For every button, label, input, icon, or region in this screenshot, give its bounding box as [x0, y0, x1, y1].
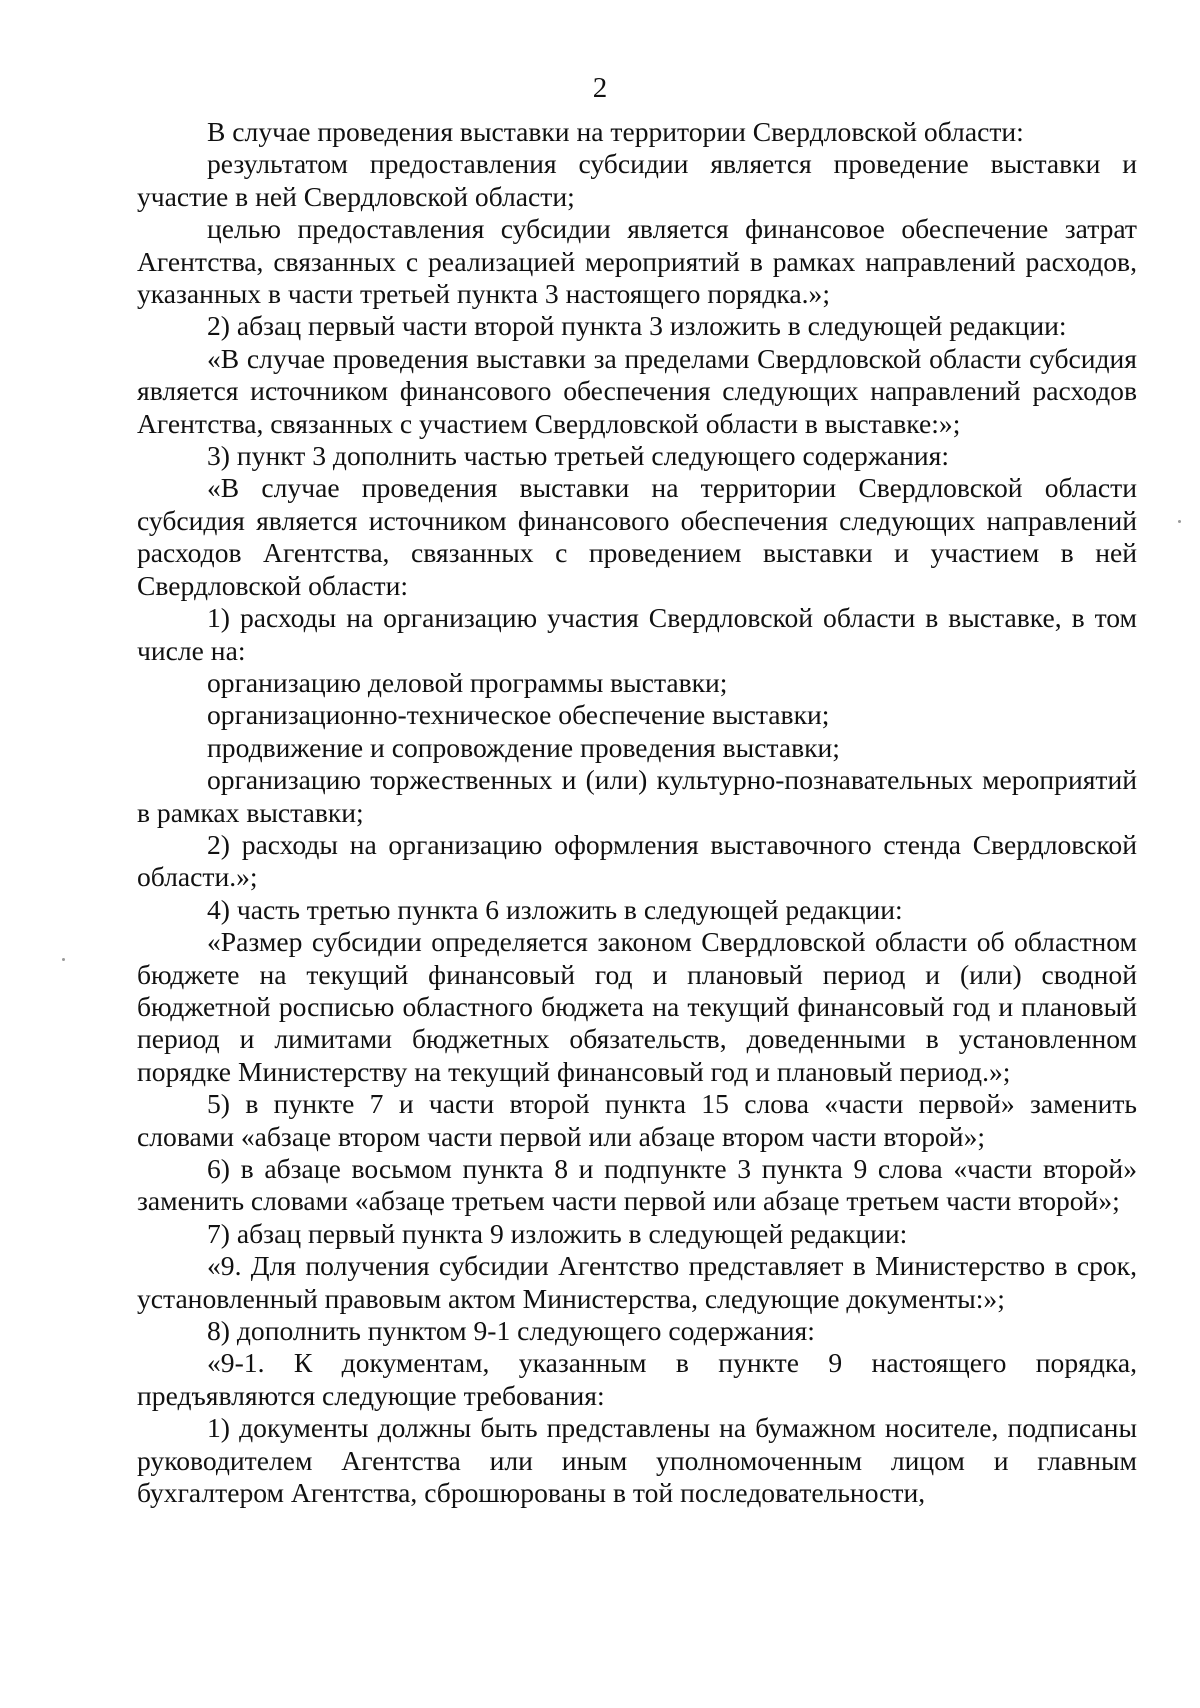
paragraph: организационно-техническое обеспечение выставки; — [207, 699, 830, 731]
document-body — [137, 116, 1137, 1509]
page-number: 2 — [592, 72, 608, 104]
paragraph: 3) пункт 3 дополнить частью третьей следующего содержания: — [207, 440, 950, 472]
paragraph: организацию торжественных и (или) культурно-познавательных мероприятий в рамках выставки; — [137, 764, 1137, 828]
paragraph: целью предоставления субсидии является финансовое обеспечение затрат Агентства, связанных с реализацией мероприятий в рамках направлений расходов, указанных в части третьей пункта 3 настоящего порядка.»; — [137, 213, 1137, 310]
paragraph: «В случае проведения выставки на территории Свердловской области субсидия является источником финансового обеспечения следующих направлений расходов Агентства, связанных с проведением выставки и участием в ней Свердловской области: — [137, 472, 1137, 601]
paragraph: 2) расходы на организацию оформления выставочного стенда Свердловской области.»; — [137, 828, 1137, 893]
scan-speck — [1178, 520, 1181, 523]
paragraph: В случае проведения выставки на территории Свердловской области: — [207, 116, 1024, 147]
paragraph: 4) часть третью пункта 6 изложить в следующей редакции: — [207, 893, 903, 925]
paragraph: «9-1. К документам, указанным в пункте 9 настоящего порядка, предъявляются следующие требования: — [137, 1347, 1137, 1411]
paragraph: 6) в абзаце восьмом пункта 8 и подпункте 3 пункта 9 слова «части второй» заменить словами «абзаце третьем части первой или абзаце третьем части второй»; — [137, 1153, 1137, 1217]
paragraph: «В случае проведения выставки за пределами Свердловской области субсидия является источником финансового обеспечения следующих направлений расходов Агентства, связанных с участием Свердловской области в выставке:»; — [137, 342, 1137, 439]
paragraph: результатом предоставления субсидии является проведение выставки и участие в ней Свердловской области; — [137, 148, 1137, 212]
paragraph: 1) расходы на организацию участия Свердловской области в выставке, в том числе на: — [137, 602, 1137, 666]
paragraph: 7) абзац первый пункта 9 изложить в следующей редакции: — [207, 1217, 908, 1249]
paragraph: «9. Для получения субсидии Агентство представляет в Министерство в срок, установленный правовым актом Министерства, следующие документы:»; — [137, 1250, 1137, 1314]
paragraph: продвижение и сопровождение проведения выставки; — [207, 731, 840, 763]
paragraph: 5) в пункте 7 и части второй пункта 15 слова «части первой» заменить словами «абзаце втором части первой или абзаце втором части второй»; — [137, 1088, 1137, 1152]
paragraph: «Размер субсидии определяется законом Свердловской области об областном бюджете на текущий финансовый год и плановый период и (или) сводной бюджетной росписью областного бюджета на текущий финансовый год и плановый период и лимитами бюджетных обязательств, доведенными в установленном порядке Министерству на текущий финансовый год и плановый период.»; — [137, 926, 1137, 1087]
paragraph: 8) дополнить пунктом 9-1 следующего содержания: — [207, 1315, 815, 1347]
paragraph: 2) абзац первый части второй пункта 3 изложить в следующей редакции: — [207, 310, 1067, 342]
scan-speck — [62, 958, 65, 961]
paragraph: организацию деловой программы выставки; — [207, 666, 728, 698]
paragraph: 1) документы должны быть представлены на бумажном носителе, подписаны руководителем Агентства или иным уполномоченным лицом и главным бухгалтером Агентства, сброшюрованы в той последовательности, — [137, 1412, 1137, 1509]
